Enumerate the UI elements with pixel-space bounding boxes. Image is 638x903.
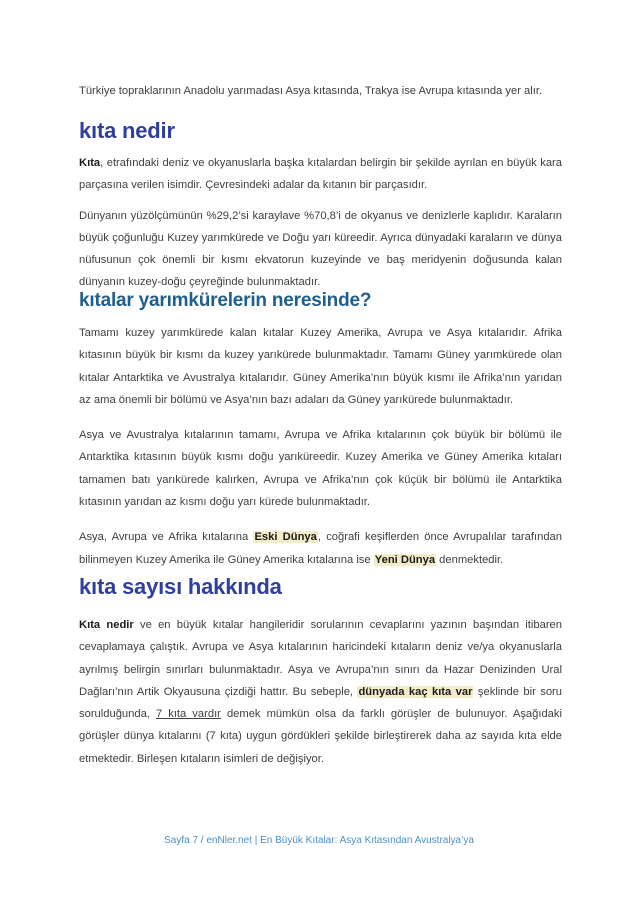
section-kita-sayisi bbox=[79, 574, 562, 600]
bold-term: Kıta nedir bbox=[79, 619, 134, 631]
section-kita-nedir bbox=[79, 118, 562, 144]
intro-paragraph: Türkiye topraklarının Anadolu yarımadası Asya kıtasında, Trakya ise Avrupa kıtasında yer alır. bbox=[79, 85, 543, 97]
intro-block bbox=[79, 80, 562, 102]
section-heading: kıta nedir bbox=[79, 118, 175, 143]
paragraph: Kıta, etrafındaki deniz ve okyanuslarla başka kıtalardan belirgin bir şekilde ayrılan en büyük kara parçasına verilen isimdir. Çevresindeki adalar da kıtanın bir parçasıdır. bbox=[79, 157, 562, 192]
section-yarimkureler-body bbox=[79, 322, 562, 571]
paragraph: Kıta nedir ve en büyük kıtalar hangileridir sorularının cevaplarını yazının başından itibaren cevaplamaya çalıştık. Avrupa ve Asya kıtalarının haricindeki kıtaların deniz ve/ya okyanuslarla ayrılmış belirgin sınırları bulunmaktadır. Asya ve Avrupa’nın sınırı da Hazar Denizinden Ural Dağları’nın Artik Okyausuna çizdiği hattır. Bu sebeple, dünyada kaç kıta var şeklinde bir soru sorulduğunda, 7 kıta vardır demek mümkün olsa da farklı görüşler de bulunuyor. Aşağıdaki görüşler dünya kıtalarını (7 kıta) uygun gördükleri şekilde birleştirerek daha az sayıda kıta elde etmektedir. Birleşen kıtaların isimleri de değişiyor. bbox=[79, 619, 562, 765]
section-heading: kıtalar yarımkürelerin neresinde? bbox=[79, 290, 372, 311]
section-heading: kıta sayısı hakkında bbox=[79, 574, 282, 599]
link-7-kita-vardir[interactable]: 7 kıta vardır bbox=[155, 708, 221, 721]
paragraph: Tamamı kuzey yarımkürede kalan kıtalar Kuzey Amerika, Avrupa ve Asya kıtalarıdır. Afrika kıtasının büyük bir kısmı da kuzey yarıkürede bulunmaktadır. Tamamı Güney yarımkürede olan kıtalar Antarktika ve Avustralya kıtalarıdır. Güney Amerika’nın büyük kısmı ile Afrika’nın yarıdan az ama önemli bir bölümü ve Asya’nın bazı adaları da Güney yarıkürede bulunmaktadır. bbox=[79, 327, 562, 406]
page-footer: Sayfa 7 / enNler.net | En Büyük Kıtalar: Asya Kıtasından Avustralya’ya bbox=[164, 835, 474, 846]
link-eski-dunya[interactable]: Eski Dünya bbox=[254, 531, 317, 544]
link-yeni-dunya[interactable]: Yeni Dünya bbox=[374, 553, 436, 566]
section-kita-nedir-body bbox=[79, 152, 562, 294]
paragraph: Asya, Avrupa ve Afrika kıtalarına Eski Dünya, coğrafi keşiflerden önce Avrupalılar tarafından bilinmeyen Kuzey Amerika ile Güney Amerika kıtalarına ise Yeni Dünya denmektedir. bbox=[79, 531, 562, 566]
paragraph: Dünyanın yüzölçümünün %29,2’si karaylave %70,8’i de okyanus ve denizlerle kaplıdır. Karaların büyük çoğunluğu Kuzey yarımkürede ve Doğu yarı küreedir. Ayrıca dünyadaki karaların ve dünya nüfusunun çok önemli bir kısmı ekvatorun kuzeyinde ve baş meridyenin doğusunda kalan dünyanın kuzey-doğu çeyreğinde bulunmaktadır. bbox=[79, 209, 562, 289]
paragraph: Asya ve Avustralya kıtalarının tamamı, Avrupa ve Afrika kıtalarının çok büyük bir bölümü ile Antarktika kıtasının büyük kısmı doğu yarıküreedir. Kuzey Amerika ve Güney Amerika kıtaları tamamen batı yarıkürede kalırken, Avrupa ve Afrika’nın çok küçük bir bölümü ile Antarktika kıtasının yarıdan az kısmı doğu yarı kürede bulunmaktadır. bbox=[79, 429, 562, 509]
section-yarimkureler bbox=[79, 290, 562, 312]
link-dunyada-kac-kita-var[interactable]: dünyada kaç kıta var bbox=[358, 685, 473, 698]
bold-term: Kıta bbox=[79, 157, 101, 169]
section-kita-sayisi-body bbox=[79, 614, 562, 770]
